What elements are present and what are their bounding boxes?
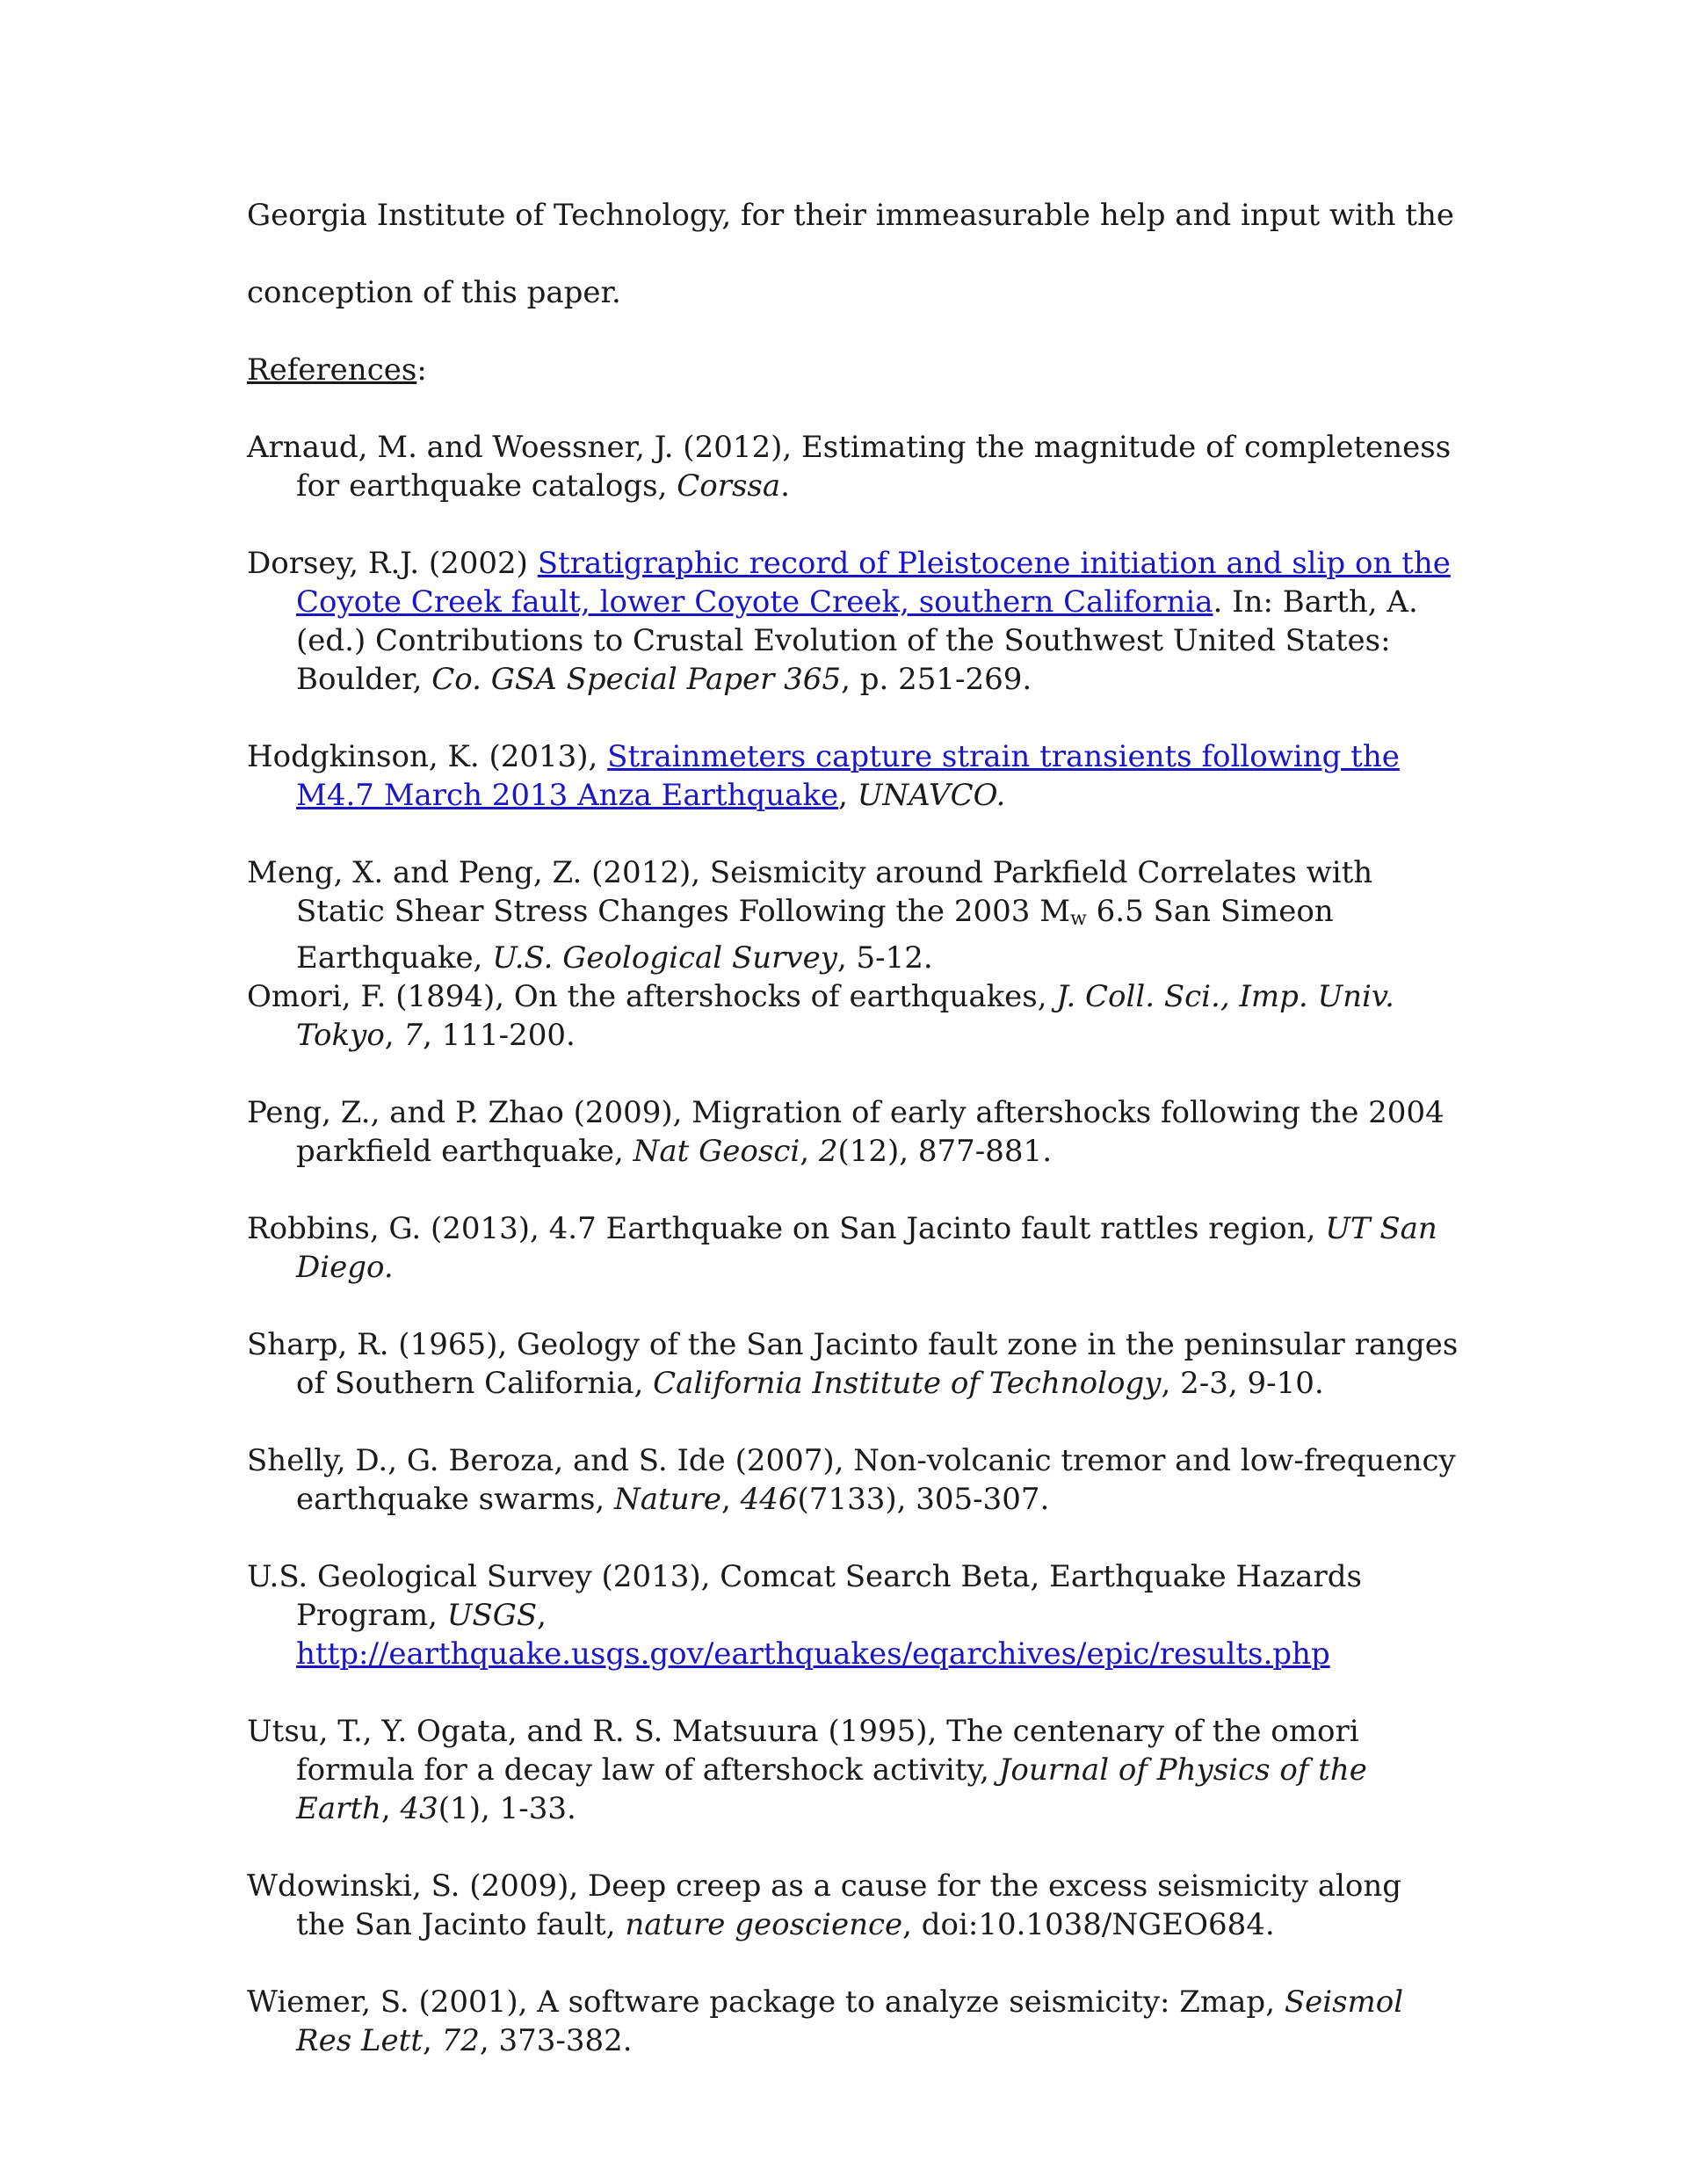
reference-subscript: w [1070,908,1087,930]
reference-arnaud [247,428,1459,505]
reference-text: Omori, F. (1894), On the aftershocks of earthquakes, [247,979,1057,1014]
reference-end: , 111-200. [423,1018,576,1053]
reference-end: , 373-382. [479,2023,633,2058]
reference-separator: , [838,778,858,813]
reference-meng [247,853,1459,977]
references-heading-text: References [247,352,417,388]
reference-text: 6.5 San Simeon Earthquake, [296,894,1334,976]
reference-text: Arnaud, M. and Woessner, J. (2012), Estimating the magnitude of completeness for earthquake catalogs, [247,430,1452,504]
reference-text: Dorsey, R.J. (2002) [247,546,538,581]
reference-journal: Corssa [677,468,781,504]
reference-journal: Journal of Physics of the Earth [296,1752,1367,1826]
reference-peng [247,1093,1459,1171]
reference-journal: Co. GSA Special Paper 365 [431,662,842,697]
reference-journal: California Institute of Technology [653,1366,1162,1401]
reference-sharp [247,1325,1459,1403]
reference-text: Peng, Z., and P. Zhao (2009), Migration of early aftershocks following the 2004 parkfield earthquake, [247,1095,1444,1169]
reference-volume: 446 [740,1482,798,1517]
reference-separator: , [537,1598,547,1633]
reference-text: Wiemer, S. (2001), A software package to analyze seismicity: Zmap, [247,1984,1285,2020]
reference-separator: , [423,2023,442,2058]
reference-omori [247,977,1459,1055]
reference-end: (12), 877-881. [837,1134,1052,1169]
reference-volume: 7 [403,1018,424,1053]
reference-volume: 43 [400,1791,438,1826]
reference-volume: 72 [441,2023,480,2058]
references-heading [247,351,1459,389]
reference-text: Utsu, T., Y. Ogata, and R. S. Matsuura (1995), The centenary of the omori formula for a decay law of aftershock activity, [247,1714,1359,1788]
reference-text: Shelly, D., G. Beroza, and S. Ide (2007), Non-volcanic tremor and low-frequency earthquake swarms, [247,1443,1456,1517]
reference-separator: , [800,1134,819,1169]
reference-text: U.S. Geological Survey (2013), Comcat Search Beta, Earthquake Hazards Program, [247,1559,1363,1633]
reference-link[interactable]: http://earthquake.usgs.gov/earthquakes/eqarchives/epic/results.php [296,1636,1330,1672]
reference-hodgkinson [247,737,1459,815]
reference-end: , doi:10.1038/NGEO684. [902,1907,1275,1942]
reference-journal: UT San Diego. [296,1211,1437,1285]
reference-journal: Nat Geosci [633,1134,800,1169]
reference-text: Robbins, G. (2013), 4.7 Earthquake on San Jacinto fault rattles region, [247,1211,1326,1246]
reference-wdowinski [247,1867,1459,1944]
reference-journal: J. Coll. Sci., Imp. Univ. Tokyo [296,979,1394,1053]
reference-volume: 2 [818,1134,838,1169]
reference-wiemer [247,1983,1459,2060]
reference-end: . [780,468,790,504]
reference-text: . In: Barth, A. (ed.) Contributions to Crustal Evolution of the Southwest United States: Boulder, [296,584,1418,697]
reference-link[interactable]: Strainmeters capture strain transients following the M4.7 March 2013 Anza Earthquake [296,739,1400,813]
reference-journal: Seismol Res Lett [296,1984,1404,2058]
reference-separator: , [721,1482,741,1517]
reference-text: Wdowinski, S. (2009), Deep creep as a cause for the excess seismicity along the San Jacinto fault, [247,1868,1401,1942]
reference-end: , 5-12. [836,940,933,976]
intro-line-2: conception of this paper. [247,275,621,310]
reference-journal: UNAVCO. [857,778,1006,813]
reference-end: , 2-3, 9-10. [1161,1366,1324,1401]
reference-text: Meng, X. and Peng, Z. (2012), Seismicity around Parkfield Correlates with Static Shear Stress Changes Following the 2003 M [247,855,1373,929]
reference-utsu [247,1712,1459,1828]
reference-robbins [247,1209,1459,1287]
reference-separator: , [384,1018,404,1053]
reference-shelly [247,1441,1459,1519]
reference-text: Sharp, R. (1965), Geology of the San Jacinto fault zone in the peninsular ranges of Southern California, [247,1327,1459,1401]
reference-end: , p. 251-269. [841,662,1032,697]
reference-end: (7133), 305-307. [797,1482,1050,1517]
reference-journal: USGS [446,1598,538,1633]
reference-journal: Nature [614,1482,722,1517]
reference-usgs [247,1557,1459,1673]
references-heading-colon: : [416,352,427,388]
reference-journal: nature geoscience [625,1907,903,1942]
reference-separator: , [380,1791,401,1826]
intro-line-1: Georgia Institute of Technology, for their immeasurable help and input with the [247,198,1454,233]
reference-dorsey [247,544,1459,699]
reference-journal: U.S. Geological Survey [492,940,837,976]
reference-link[interactable]: Stratigraphic record of Pleistocene initiation and slip on the Coyote Creek fault, lower Coyote Creek, southern California [296,546,1451,620]
reference-end: (1), 1-33. [438,1791,576,1826]
reference-text: Hodgkinson, K. (2013), [247,739,608,774]
document-page [247,196,1459,2060]
